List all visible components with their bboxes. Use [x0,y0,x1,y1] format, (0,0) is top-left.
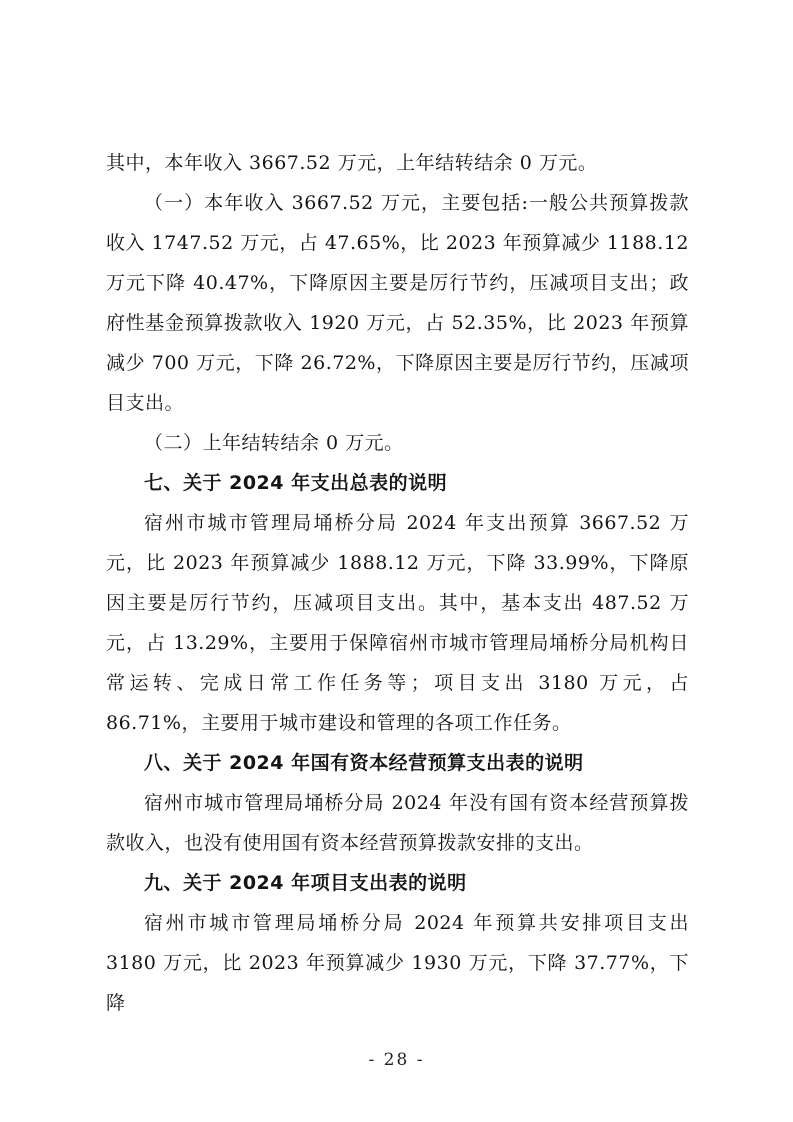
section-heading: 八、关于 2024 年国有资本经营预算支出表的说明 [144,752,584,774]
paragraph: （一）本年收入 3667.52 万元，主要包括:一般公共预算拨款收入 1747.52 万元，占 47.65%，比 2023 年预算减少 1188.12 万元下降 40.47%，下降原因主要是厉行节约，压减项目支出；政府性基金预算拨款收入 1920 万元，占 52.35%，比 2023 年预算减少 700 万元，下降 26.72%，下降原因主要是厉行节约，压减项目支出。 [106,192,689,414]
paragraph: 其中，本年收入 3667.52 万元，上年结转结余 0 万元。 [106,152,598,174]
page-number: - 28 - [368,1050,425,1070]
section-heading: 七、关于 2024 年支出总表的说明 [144,472,448,494]
paragraph: 宿州市城市管理局埇桥分局 2024 年没有国有资本经营预算拨款收入，也没有使用国有资本经营预算拨款安排的支出。 [106,792,689,854]
document-body [106,143,689,1023]
paragraph: 宿州市城市管理局埇桥分局 2024 年预算共安排项目支出 3180 万元，比 2023 年预算减少 1930 万元，下降 37.77%，下降 [106,912,689,1014]
section-heading: 九、关于 2024 年项目支出表的说明 [144,872,467,894]
paragraph: （二）上年结转结余 0 万元。 [144,432,404,454]
paragraph: 宿州市城市管理局埇桥分局 2024 年支出预算 3667.52 万元，比 2023 年预算减少 1888.12 万元，下降 33.99%，下降原因主要是厉行节约，压减项目支出。其中，基本支出 487.52 万元，占 13.29%，主要用于保障宿州市城市管理局埇桥分局机构日常运转、完成日常工作任务等；项目支出 3180 万元，占 86.71%，主要用于城市建设和管理的各项工作任务。 [106,512,689,734]
